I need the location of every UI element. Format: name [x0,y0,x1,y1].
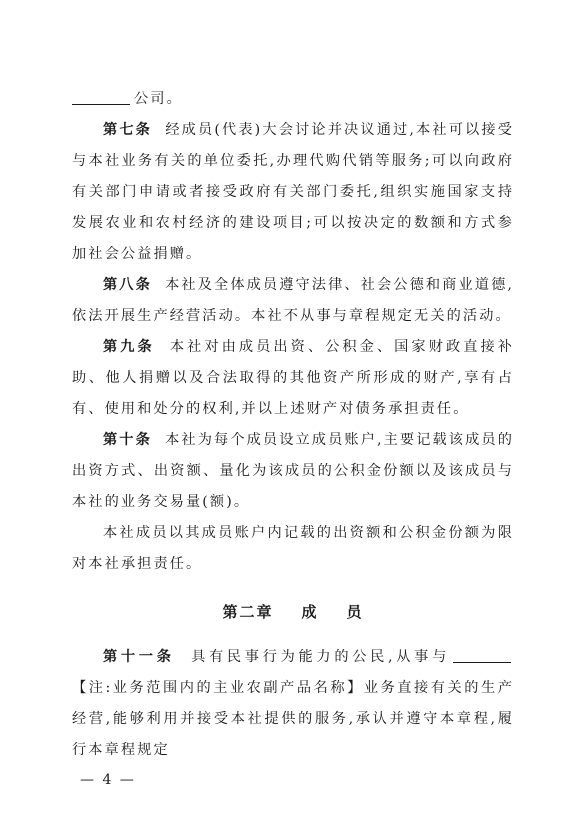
article-text: 本社及全体成员遵守法律、社会公德和商业道德,依法开展生产经营活动。本社不从事与章程规定无关的活动。 [72,277,514,324]
fill-blank [72,89,130,105]
article-label: 第九条 [103,339,155,355]
article-label: 第十一条 [103,649,175,665]
article-label: 第七条 [103,122,153,138]
paragraph-continuation: 公司。 [72,84,514,115]
article-10-continuation: 本社成员以其成员账户内记载的出资额和公积金份额为限对本社承担责任。 [72,525,514,572]
article-text: 经成员(代表)大会讨论并决议通过,本社可以接受与本社业务有关的单位委托,办理代购代销等服务;可以向政府有关部门申请或者接受政府有关部门委托,组织实施国家支持发展农业和农村经济的建设项目;可以按决定的数额和方式参加社会公益捐赠。 [72,122,514,262]
article-label: 第八条 [103,277,152,293]
article-7 [72,115,514,270]
article-11 [72,642,514,766]
article-9 [72,332,514,425]
article-8 [72,270,514,332]
article-text: 具有民事行为能力的公民,从事与 [191,649,450,665]
article-10 [72,425,514,518]
article-text: 本社对由成员出资、公积金、国家财政直接补助、他人捐赠以及合法取得的其他资产所形成的财产,享有占有、使用和处分的权利,并以上述财产对债务承担责任。 [72,339,514,417]
document-page [72,84,514,766]
fill-blank [453,647,511,663]
article-text: 【注:业务范围内的主业农副产品名称】业务直接有关的生产经营,能够利用并接受本社提供的服务,承认并遵守本章程,履行本章程规定 [72,680,514,758]
article-label: 第十条 [103,432,152,448]
article-text: 本社为每个成员设立成员账户,主要记载该成员的出资方式、出资额、量化为该成员的公积金份额以及该成员与本社的业务交易量(额)。 [72,432,514,510]
page-number: — 4 — [80,772,136,788]
chapter-heading: 第二章 成 员 [222,603,364,621]
